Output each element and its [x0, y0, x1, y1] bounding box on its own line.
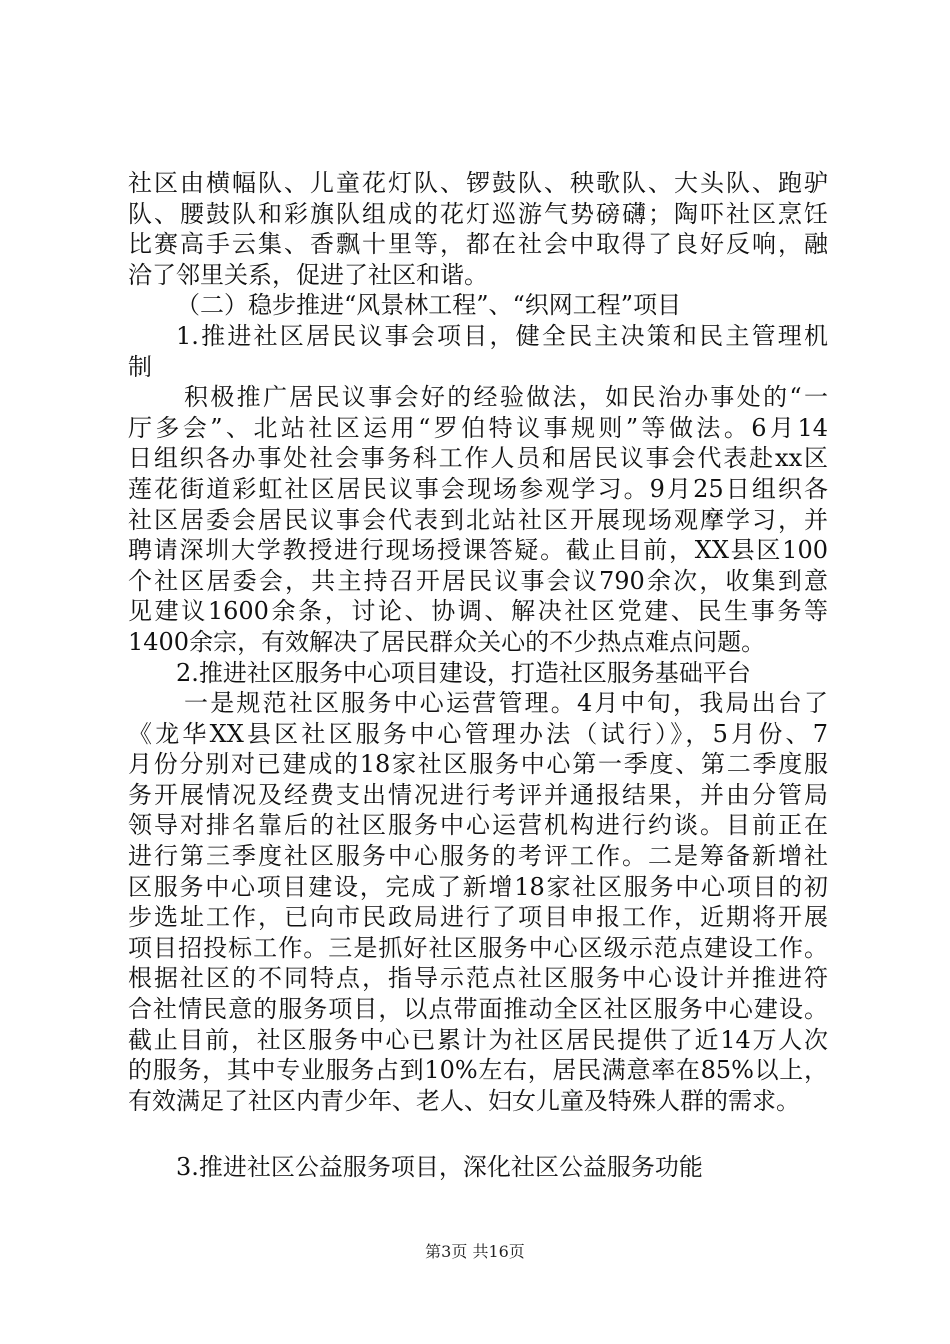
text-line: 洽了邻里关系，促进了社区和谐。	[128, 260, 488, 289]
text-line: 莲花街道彩虹社区居民议事会现场参观学习。9月25日组织各	[128, 474, 828, 503]
text-line: 截止目前，社区服务中心已累计为社区居民提供了近14万人次	[128, 1025, 828, 1054]
text-line: 根据社区的不同特点，指导示范点社区服务中心设计并推进符	[128, 964, 828, 993]
document-body	[128, 168, 828, 1116]
text-line: 社区由横幅队、儿童花灯队、锣鼓队、秧歌队、大头队、跑驴	[128, 169, 828, 197]
subsection-heading: （二）稳步推进“风景林工程”、“织网工程”项目	[176, 291, 682, 320]
item-heading: 2.推进社区服务中心项目建设，打造社区服务基础平台	[176, 658, 751, 687]
text-line: 项目招投标工作。三是抓好社区服务中心区级示范点建设工作。	[128, 933, 828, 962]
text-line: 合社情民意的服务项目，以点带面推动全区社区服务中心建设。	[128, 995, 828, 1024]
text-line: 队、腰鼓队和彩旗队组成的花灯巡游气势磅礴；陶吓社区烹饪	[128, 199, 828, 228]
text-line: 1400余宗，有效解决了居民群众关心的不少热点难点问题。	[128, 627, 766, 656]
text-line: 进行第三季度社区服务中心服务的考评工作。二是筹备新增社	[128, 842, 828, 871]
text-line: 《龙华XX县区社区服务中心管理办法（试行）》，5月份、7	[128, 719, 828, 748]
section-heading: 3.推进社区公益服务项目，深化社区公益服务功能	[176, 1153, 703, 1181]
text-line: 个社区居委会，共主持召开居民议事会议790余次，收集到意	[128, 566, 828, 595]
text-line: 区服务中心项目建设，完成了新增18家社区服务中心项目的初	[128, 872, 828, 901]
text-line: 聘请深圳大学教授进行现场授课答疑。截止目前，XX县区100	[128, 536, 828, 565]
text-line: 月份分别对已建成的18家社区服务中心第一季度、第二季度服	[128, 750, 828, 779]
page-footer: 第3页 共16页	[425, 1242, 525, 1261]
text-line: 积极推广居民议事会好的经验做法，如民治办事处的“一	[184, 383, 828, 412]
text-line: 见建议1600余条，讨论、协调、解决社区党建、民生事务等	[128, 597, 828, 626]
text-line: 日组织各办事处社会事务科工作人员和居民议事会代表赴xx区	[128, 444, 828, 473]
text-line: 一是规范社区服务中心运营管理。4月中旬，我局出台了	[184, 689, 828, 718]
text-line: 厅多会”、北站社区运用“罗伯特议事规则”等做法。6月14	[128, 413, 828, 442]
text-line: 步选址工作，已向市民政局进行了项目申报工作，近期将开展	[128, 903, 828, 932]
text-line: 务开展情况及经费支出情况进行考评并通报结果，并由分管局	[128, 780, 828, 809]
text-line: 领导对排名靠后的社区服务中心运营机构进行约谈。目前正在	[128, 811, 828, 840]
item-heading: 1.推进社区居民议事会项目，健全民主决策和民主管理机	[176, 321, 828, 350]
item-heading-continued: 制	[128, 352, 152, 381]
text-line: 的服务，其中专业服务占到10%左右，居民满意率在85%以上，	[128, 1056, 828, 1085]
text-line: 有效满足了社区内青少年、老人、妇女儿童及特殊人群的需求。	[128, 1086, 800, 1115]
text-line: 社区居委会居民议事会代表到北站社区开展现场观摩学习，并	[128, 505, 828, 534]
text-line: 比赛高手云集、香飘十里等，都在社会中取得了良好反响，融	[128, 230, 828, 259]
